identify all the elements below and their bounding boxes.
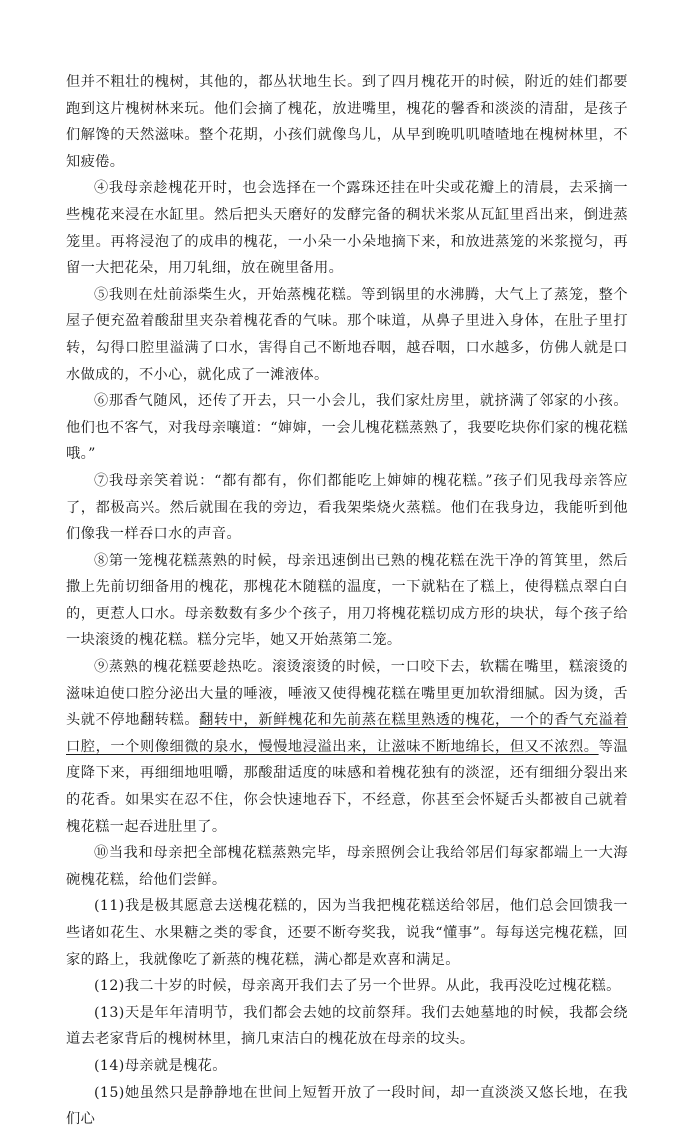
paragraph-8: ⑧第一笼槐花糕蒸熟的时候，母亲迅速倒出已熟的槐花糕在洗干净的筲箕里，然后撒上先前切细备用的槐花，那槐花木随糕的温度，一下就粘在了糕上，使得糕点翠白白的，更惹人口水。母亲数数有多少个孩子，用刀将槐花糕切成方形的块状，每个孩子给一块滚烫的槐花糕。糕分完毕，她又开始蒸第二笼。	[66, 552, 628, 649]
paragraph-11: (11)我是极其愿意去送槐花糕的，因为当我把槐花糕送给邻居，他们总会回馈我一些诸如花生、水果糖之类的零食，还要不断夸奖我，说我“懂事”。每每送完槐花糕，回家的路上，我就像吃了新蒸的槐花糕，满心都是欢喜和满足。	[66, 898, 628, 968]
paragraph-5: ⑤我则在灶前添柴生火，开始蒸槐花糕。等到锅里的水沸腾，大气上了蒸笼，整个屋子便充盈着酸甜里夹杂着槐花香的气味。那个味道，从鼻子里进入身体，在肚子里打转，勾得口腔里溢满了口水，害得自己不断地吞咽，越吞咽，口水越多，仿佛人就是口水做成的，不小心，就化成了一滩液体。	[66, 286, 628, 383]
paragraph-9	[66, 654, 628, 840]
paragraph-10: ⑩当我和母亲把全部槐花糕蒸熟完毕，母亲照例会让我给邻居们每家都端上一大海碗槐花糕，给他们尝鲜。	[66, 845, 628, 888]
paragraph-13: (13)天是年年清明节，我们都会去她的坟前祭拜。我们去她墓地的时候，我都会绕道去老家背后的槐树林里，摘几束洁白的槐花放在母亲的坟头。	[66, 1004, 628, 1048]
paragraph-continued: 但并不粗壮的槐树，其他的，都丛状地生长。到了四月槐花开的时候，附近的娃们都要跑到这片槐树林来玩。他们会摘了槐花，放进嘴里，槐花的馨香和淡淡的清甜，是孩子们解馋的天然滋味。整个花期，小孩们就像鸟儿，从早到晚叽叽喳喳地在槐树林里，不知疲倦。	[66, 74, 628, 170]
article-page	[66, 69, 628, 1133]
paragraph-12: (12)我二十岁的时候，母亲离开我们去了另一个世界。从此，我再没吃过槐花糕。	[94, 978, 621, 995]
paragraph-9-text-end: 等温度降下来，再细细地咀嚼，那酸甜适度的味感和着槐花独有的淡涩，还有细细分裂出来的花香。如果实在忍不住，你会快速地吞下，不经意，你甚至会怀疑舌头都被自己就着槐花糕一起吞进肚里了。	[66, 738, 628, 835]
paragraph-15: (15)她虽然只是静静地在世间上短暂开放了一段时间，却一直淡淡又悠长地，在我们心	[66, 1084, 628, 1128]
paragraph-4: ④我母亲趁槐花开时，也会选择在一个露珠还挂在叶尖或花瓣上的清晨，去采摘一些槐花来浸在水缸里。然后把头天磨好的发酵完备的稠状米浆从瓦缸里舀出来，倒进蒸笼里。再将浸泡了的成串的槐花，一小朵一小朵地摘下来，和放进蒸笼的米浆搅匀，再留一大把花朵，用刀轧细，放在碗里备用。	[66, 180, 628, 277]
paragraph-7: ⑦我母亲笑着说：“都有都有，你们都能吃上婶婶的槐花糕。”孩子们见我母亲答应了，都极高兴。然后就围在我的旁边，看我架柴烧火蒸糕。他们在我身边，我能听到他们像我一样吞口水的声音。	[66, 472, 628, 543]
paragraph-6: ⑥那香气随风，还传了开去，只一小会儿，我们家灶房里，就挤满了邻家的小孩。他们也不客气，对我母亲嚷道：“婶婶，一会儿槐花糕蒸熟了，我要吃块你们家的槐花糕哦。”	[66, 393, 628, 463]
paragraph-9-text: ⑨蒸熟的槐花糕要趁热吃。滚烫滚烫的时候，一口咬下去，软糯在嘴里，糕滚烫的滋味迫使口腔分泌出大量的唾液，唾液又使得槐花糕在嘴里更加软滑细腻。因为烫，舌头就不停地翻转糕。	[66, 659, 628, 729]
paragraph-14: (14)母亲就是槐花。	[94, 1057, 227, 1074]
underlined-sentence: 翻转中，新鲜槐花和先前蒸在糕里熟透的槐花，一个的香气充溢着口腔，一个则像细微的泉水，慢慢地浸溢出来，让滋味不断地绵长，但又不浓烈。	[66, 712, 628, 755]
